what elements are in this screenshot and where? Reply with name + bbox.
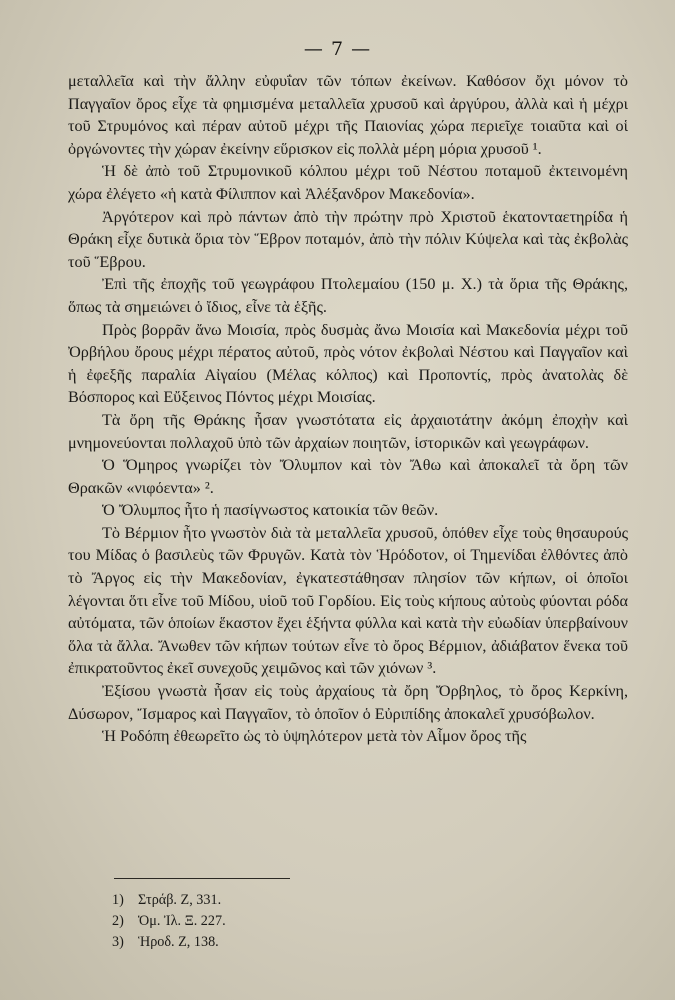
footnotes — [112, 890, 412, 953]
paragraph: Ἐπὶ τῆς ἐποχῆς τοῦ γεωγράφου Πτολεμαίου (150 μ. Χ.) τὰ ὅρια τῆς Θράκης, ὅπως τὰ σημειώνει ὁ ἴδιος, εἶνε τὰ ἑξῆς. — [68, 275, 628, 316]
footnote — [112, 890, 412, 911]
paragraph: Ὁ Ὅμηρος γνωρίζει τὸν Ὄλυμπον καὶ τὸν Ἄθω καὶ ἀποκαλεῖ τὰ ὄρη τῶν Θρακῶν «νιφόεντα» ². — [68, 456, 628, 497]
paragraph: Τὰ ὄρη τῆς Θράκης ἦσαν γνωστότατα εἰς ἀρχαιοτάτην ἀκόμη ἐποχὴν καὶ μνημονεύονται πολλαχοῦ ὑπὸ τῶν ἀρχαίων ποιητῶν, ἱστορικῶν καὶ γεωγράφων. — [68, 410, 628, 452]
footnote — [112, 911, 412, 932]
page-number: — 7 — — [303, 38, 372, 60]
paragraph: Ἀργότερον καὶ πρὸ πάντων ἀπὸ τὴν πρώτην πρὸ Χριστοῦ ἑκατονταετηρίδα ἡ Θράκη εἶχε δυτικὰ ὅρια τὸν Ἕβρον ποταμόν, ἀπὸ τὴν πόλιν Κύψελα καὶ τὰς ἐκβολὰς τοῦ Ἕβρου. — [68, 207, 628, 271]
footnote-number: 1) — [112, 892, 124, 908]
footnote-divider — [114, 878, 290, 879]
main-text — [68, 70, 628, 748]
footnote-text: Ὁμ. Ἰλ. Ξ. 227. — [138, 913, 226, 929]
paragraph: Ἡ Ροδόπη ἐθεωρεῖτο ὡς τὸ ὑψηλότερον μετὰ τὸν Αἷμον ὄρος τῆς — [102, 727, 527, 746]
paragraph: Ἡ δὲ ἀπὸ τοῦ Στρυμονικοῦ κόλπου μέχρι τοῦ Νέστου ποταμοῦ ἐκτεινομένη χώρα ἐλέγετο «ἡ κατὰ Φίλιππον καὶ Ἀλέξανδρον Μακεδονία». — [68, 162, 628, 203]
footnote-number: 2) — [112, 913, 124, 929]
paragraph: Ὁ Ὄλυμπος ἦτο ἡ πασίγνωστος κατοικία τῶν θεῶν. — [102, 501, 439, 520]
footnote — [112, 932, 412, 953]
paragraph: μεταλλεῖα καὶ τὴν ἄλλην εὐφυΐαν τῶν τόπων ἐκείνων. Καθόσον ὄχι μόνον τὸ Παγγαῖον ὄρος εἶχε τὰ φημισμένα μεταλλεῖα χρυσοῦ καὶ ἀργύρου, ἀλλὰ καὶ ἡ μέχρι τοῦ Στρυμόνος καὶ πέραν αὐτοῦ μέχρι τῆς Παιονίας χώρα περιεῖχε τοιαῦτα καὶ οἱ ὀργώνοντες τὴν χώραν ἐκείνην εὕρισκον εἰς πολλὰ μέρη μόρια χρυσοῦ ¹. — [68, 72, 628, 158]
paragraph: Πρὸς βορρᾶν ἄνω Μοισία, πρὸς δυσμὰς ἄνω Μοισία καὶ Μακεδονία μέχρι τοῦ Ὀρβήλου ὄρους μέχρι πέρατος αὐτοῦ, πρὸς νότον ἐκβολαὶ Νέστου καὶ Παγγαῖον καὶ ἡ ἐφεξῆς παραλία Αἰγαίου (Μέλας κόλπος) καὶ Προποντίς, πρὸς ἀνατολὰς δὲ Βόσπορος καὶ Εὔξεινος Πόντος μέχρι Μοισίας. — [68, 320, 628, 407]
footnote-text: Στράβ. Ζ, 331. — [138, 892, 222, 908]
paragraph: Ἐξίσου γνωστὰ ἦσαν εἰς τοὺς ἀρχαίους τὰ ὄρη Ὄρβηλος, τὸ ὄρος Κερκίνη, Δύσωρον, Ἴσμαρος καὶ Παγγαῖον, τὸ ὁποῖον ὁ Εὐριπίδης ἀποκαλεῖ χρυσόβωλον. — [68, 682, 628, 723]
footnote-number: 3) — [112, 934, 124, 950]
footnote-text: Ἡροδ. Ζ, 138. — [138, 934, 219, 950]
paragraph: Τὸ Βέρμιον ἦτο γνωστὸν διὰ τὰ μεταλλεῖα χρυσοῦ, ὁπόθεν εἶχε τοὺς θησαυρούς του Μίδας ὁ βασιλεὺς τῶν Φρυγῶν. Κατὰ τὸν Ἡρόδοτον, οἱ Τημενίδαι ἐλθόντες ἀπὸ τὸ Ἄργος εἰς τὴν Μακεδονίαν, ἐγκατεστάθησαν πλησίον τῶν κήπων, οἱ ὁποῖοι λέγονται ὅτι εἶνε τοῦ Μίδου, υἱοῦ τοῦ Γορδίου. Εἰς τοὺς κήπους αὐτοὺς φύονται ρόδα αὐτόματα, τῶν ὁποίων ἕκαστον ἔχει ἑξήντα φύλλα καὶ κατὰ τὴν εὐωδίαν ὑπερβαίνουν ὅλα τὰ ἄλλα. Ἄνωθεν τῶν κήπων τούτων εἶνε τὸ ὄρος Βέρμιον, ἀδιάβατον ἕνεκα τοῦ ἐπικρατοῦντος ἐκεῖ συνεχοῦς χειμῶνος καὶ τῶν χιόνων ³. — [68, 523, 628, 678]
